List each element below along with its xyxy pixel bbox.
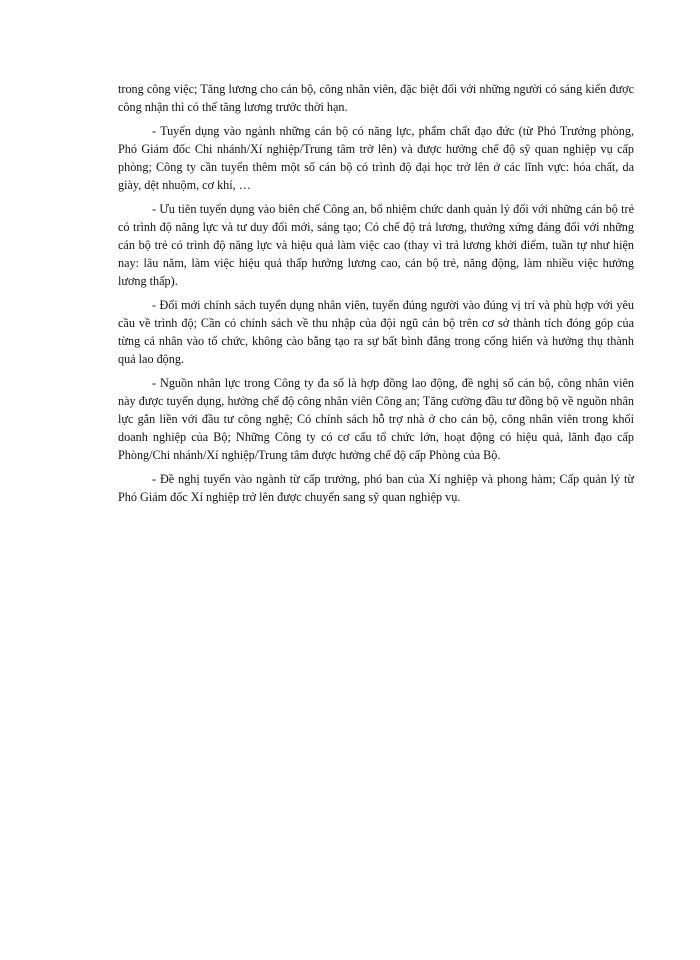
paragraph-4: - Đổi mới chính sách tuyển dụng nhân viên, tuyển đúng người vào đúng vị trí và phù hợp với yêu cầu về trình độ; Cần có chính sách về thu nhập của đội ngũ cán bộ trên cơ sở thành tích đóng góp của từng cá nhân vào tổ chức, không cào bằng tạo ra sự bất bình đẳng trong cống hiến và hưởng thụ thành quả lao động.	[118, 298, 634, 366]
paragraph-3: - Ưu tiên tuyển dụng vào biên chế Công an, bổ nhiệm chức danh quản lý đối với những cán bộ trẻ có trình độ năng lực và tư duy đổi mới, sáng tạo; Có chế độ trả lương, thưởng xứng đáng đối với những cán bộ trẻ có trình độ năng lực và hiệu quả làm việc cao (thay vì trả lương khởi điểm, tuần tự như hiện nay: lâu năm, làm việc hiệu quả thấp hưởng lương cao, cán bộ trẻ, năng động, làm nhiều việc hưởng lương thấp).	[118, 202, 634, 288]
document-body	[118, 80, 634, 512]
paragraph-6: - Đề nghị tuyển vào ngành từ cấp trưởng, phó ban của Xí nghiệp và phong hàm; Cấp quản lý từ Phó Giám đốc Xí nghiệp trở lên được chuyển sang sỹ quan nghiệp vụ.	[118, 472, 634, 504]
paragraph-5: - Nguồn nhân lực trong Công ty đa số là hợp đồng lao động, đề nghị số cán bộ, công nhân viên này được tuyển dụng, hưởng chế độ công nhân viên Công an; Tăng cường đầu tư đồng bộ về nguồn nhân lực gắn liền với đầu tư công nghệ; Có chính sách hỗ trợ nhà ở cho cán bộ, công nhân viên trong khối doanh nghiệp của Bộ; Những Công ty có cơ cấu tổ chức lớn, hoạt động có hiệu quả, lãnh đạo cấp Phòng/Chi nhánh/Xí nghiệp/Trung tâm được hưởng chế độ cấp Phòng của Bộ.	[118, 376, 634, 462]
paragraph-2: - Tuyển dụng vào ngành những cán bộ có năng lực, phẩm chất đạo đức (từ Phó Trưởng phòng, Phó Giám đốc Chi nhánh/Xí nghiệp/Trung tâm trở lên) và được hưởng chế độ sỹ quan nghiệp vụ cấp phòng; Công ty cần tuyển thêm một số cán bộ có trình độ đại học trở lên ở các lĩnh vực: hóa chất, da giày, dệt nhuộm, cơ khí, …	[118, 124, 634, 192]
paragraph-1: trong công việc; Tăng lương cho cán bộ, công nhân viên, đặc biệt đối với những người có sáng kiến được công nhận thì có thể tăng lương trước thời hạn.	[118, 82, 634, 114]
